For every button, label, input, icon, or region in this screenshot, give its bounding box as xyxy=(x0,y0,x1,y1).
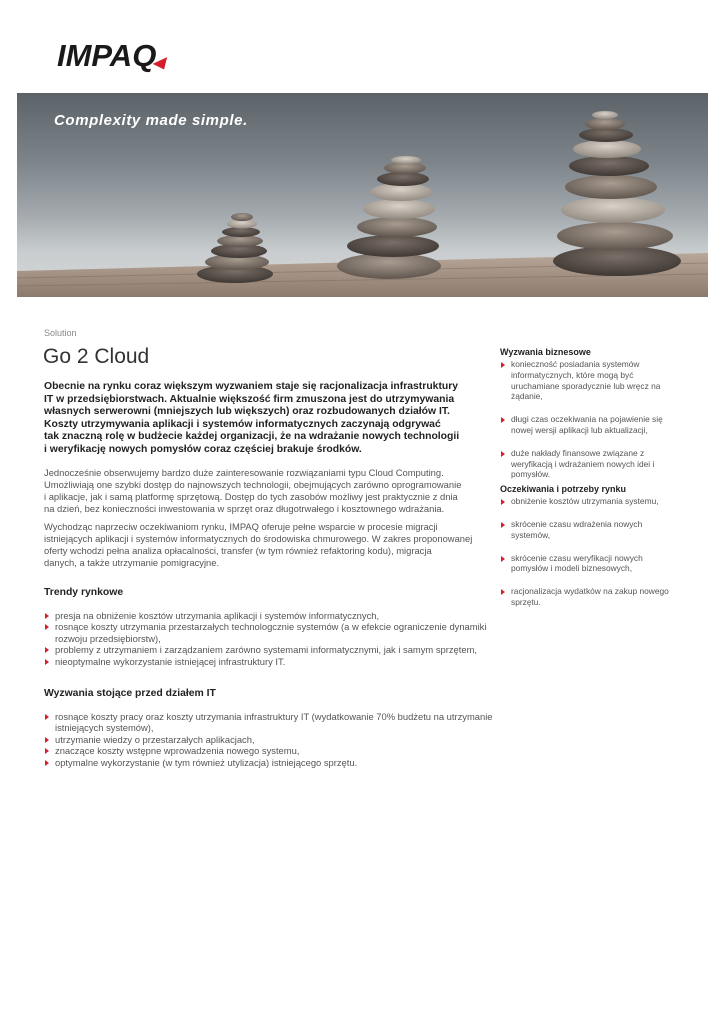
paragraph-line: i aplikacje, jak i samą platformę sprzętową. Dostęp do tych zasobów możliwy jest praktycznie z dnia xyxy=(44,490,458,502)
list-item: długi czas oczekiwania na pojawienie się nowej wersji aplikacji lub aktualizacji, xyxy=(500,414,680,436)
paragraph-line: Umożliwiają one szybki dostęp do najnowszych technologii, obejmujących zarówno oprogramowanie xyxy=(44,478,462,490)
list-item: utrzymanie wiedzy o przestarzałych aplikacjach, xyxy=(44,734,494,746)
list-item: znaczące koszty wstępne wprowadzenia nowego systemu, xyxy=(44,745,494,757)
main-content xyxy=(44,381,494,769)
paragraph-line: Jednocześnie obserwujemy bardzo duże zainteresowanie rozwiązaniami typu Cloud Computing. xyxy=(44,466,444,478)
lead-line: Koszty utrzymywania aplikacji i systemów informatycznych zaczynają odgrywać xyxy=(44,418,441,430)
document-category: Solution xyxy=(44,328,77,338)
paragraph-line: na dzień, bez konieczności inwestowania w sprzęt oraz długotrwałego i kosztownego wdrażania. xyxy=(44,502,445,514)
lead-line: własnych serwerowni (mniejszych lub większych) oraz rozbudowanych działów IT. xyxy=(44,406,450,418)
sidebar-heading-business: Wyzwania biznesowe xyxy=(500,347,591,357)
challenges-list xyxy=(44,711,494,769)
paragraph-line: Wychodząc naprzeciw oczekiwaniom rynku, IMPAQ oferuje pełne wsparcie w procesie migracji xyxy=(44,520,438,532)
paragraph-line: istniejących aplikacji i systemów informatycznych do środowiska chmurowego. W zakres proponowanej xyxy=(44,532,473,544)
lead-line: tak znaczną rolę w budżecie każdej organizacji, że na wdrażanie nowych technologii xyxy=(44,431,460,443)
body-paragraph-offer xyxy=(44,521,494,569)
sidebar xyxy=(500,347,680,620)
tagline: Complexity made simple. xyxy=(54,112,248,129)
list-item: rosnące koszty pracy oraz koszty utrzymania infrastruktury IT (wydatkowanie 70% budżetu na utrzymanie istniejących systemów), xyxy=(44,711,494,734)
list-item: problemy z utrzymaniem i zarządzaniem zarówno systemami informatycznymi, jak i samym sprzętem, xyxy=(44,644,494,656)
list-item: duże nakłady finansowe związane z weryfikacją i wdrażaniem nowych idei i pomysłów. xyxy=(500,448,680,480)
list-item: konieczność posiadania systemów informatycznych, które mogą być uruchamiane sporadycznie lub wręcz na żądanie, xyxy=(500,359,680,402)
lead-line: Obecnie na rynku coraz większym wyzwaniem staje się racjonalizacja infrastruktury xyxy=(44,381,459,392)
section-heading-challenges: Wyzwania stojące przed działem IT xyxy=(44,687,216,699)
list-item: nieoptymalne wykorzystanie istniejącej infrastruktury IT. xyxy=(44,656,494,668)
impaq-logo: IMPAQ xyxy=(57,38,157,73)
lead-line: IT w przedsiębiorstwach. Aktualnie większość firm zmuszona jest do utrzymywania xyxy=(44,393,455,405)
paragraph-line: danych, a także utrzymanie pomigracyjne. xyxy=(44,556,220,568)
page-title: Go 2 Cloud xyxy=(43,345,150,368)
body-paragraph-cloud xyxy=(44,467,494,515)
paragraph-line: oferty wchodzi pełna analiza opłacalności, transfer (w tym również refaktoring kodu), migracja xyxy=(44,544,432,556)
list-item: presja na obniżenie kosztów utrzymania aplikacji i systemów informatycznych, xyxy=(44,610,494,622)
lead-line: i weryfikację nowych pomysłów coraz częściej brakuje środków. xyxy=(44,443,362,455)
list-item: obniżenie kosztów utrzymania systemu, xyxy=(500,496,680,507)
business-challenges-list xyxy=(500,359,680,480)
hero-banner xyxy=(17,93,708,297)
list-item: rosnące koszty utrzymania przestarzałych technologcznie systemów (a w efekcie ograniczenie dynamiki rozwoju przedsiębiorstw), xyxy=(44,621,494,644)
list-item: skrócenie czasu wdrażenia nowych systemów, xyxy=(500,519,680,541)
sidebar-heading-market: Oczekiwania i potrzeby rynku xyxy=(500,484,627,495)
lead-paragraph xyxy=(44,381,494,457)
list-item: racjonalizacja wydatków na zakup nowego sprzętu. xyxy=(500,586,680,608)
trends-list xyxy=(44,610,494,668)
list-item: optymalne wykorzystanie (w tym również utylizacja) istniejącego sprzętu. xyxy=(44,757,494,769)
market-needs-list xyxy=(500,496,680,608)
list-item: skrócenie czasu weryfikacji nowych pomysłów i modeli biznesowych, xyxy=(500,553,680,575)
section-heading-trends: Trendy rynkowe xyxy=(44,586,124,598)
